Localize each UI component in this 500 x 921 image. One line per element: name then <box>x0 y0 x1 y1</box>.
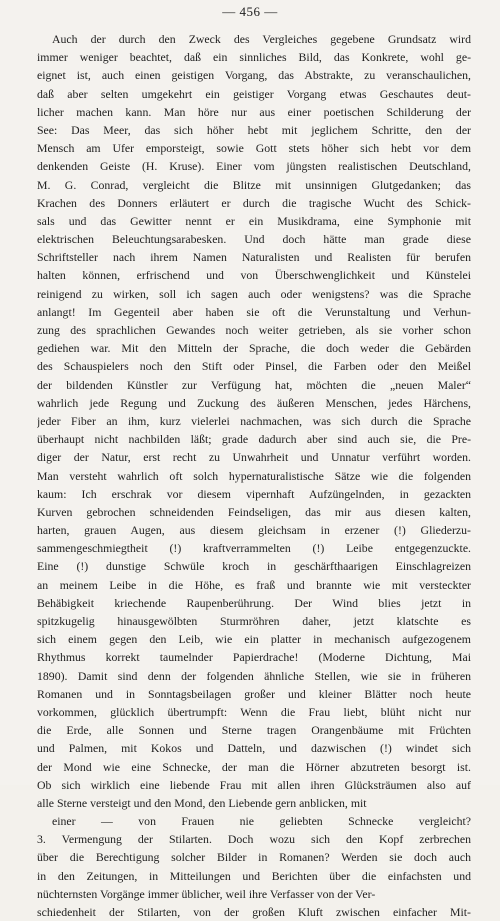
text-line: reinigend zu wirken, soll ich sagen auch oder wenigstens? was die Sprache <box>37 286 471 301</box>
text-line: wahrlich jede Regung und Zuckung des äußeren Menschen, jedes Härchens, <box>37 395 471 410</box>
text-line: nüchternsten Vorgänge immer üblicher, weil ihre Verfasser von der Ver- <box>37 886 376 901</box>
text-line: des Schauspielers noch den Stift oder Pinsel, die Farben oder den Meißel <box>37 359 471 374</box>
text-line: spitzkugelig hinausgewölbten Sturmröhren daher, jetzt klatschte es <box>37 614 471 628</box>
text-line: M. G. Conrad, vergleicht die Blitze mit unsinnigen Glutgedanken; das <box>37 177 471 192</box>
text-line: Man versteht wahrlich oft solch hypernaturalistische Sätze wie die folgenden <box>37 468 471 483</box>
text-line: einer — von Frauen nie geliebten Schnecke vergleicht? <box>52 814 471 829</box>
text-line: immer weniger beachtet, daß ein sinnliches Bild, das Konkrete, wohl ge- <box>37 50 471 65</box>
text-line: und Palmen, mit Kokos und Datteln, und dazwischen (!) windet sich <box>37 741 471 756</box>
page-number-header: — 456 — <box>222 4 278 19</box>
text-line: Kurven gebrochen schneidenden Feindseligen, das mir aus diesen kalten, <box>37 504 471 519</box>
text-line: See: Das Meer, das sich höher hebt mit jeglichem Schritte, den der <box>37 122 471 137</box>
text-line: 1890). Damit sind denn der folgenden ähnliche Stellen, wie sie in früheren <box>37 668 471 683</box>
text-line: Ob sich wirklich eine liebende Frau mit allen ihren Glücksträumen also auf <box>37 777 471 792</box>
text-line: der Mond wie eine Schnecke, der man die Hörner abzutreten besorgt ist. <box>37 759 471 774</box>
text-line: Romanen und in Sonntagsbeilagen großer und kleiner Blätter noch heute <box>37 686 471 701</box>
text-line: kaum: Ich erschrak vor diesem vipernhaft Aufzüngelnden, in gezackten <box>37 486 471 501</box>
text-line: sich einem gegen den Leib, wie ein platter in mechanisch aufgezogenem <box>37 632 471 647</box>
text-line: jeder Fiber an ihm, kurz vielerlei nachmachen, was sich durch die Sprache <box>37 413 471 428</box>
text-line: schiedenheit der Stilarten, von der großen Kluft zwischen einfacher Mit- <box>37 905 471 919</box>
text-line: halten können, erfrischend und von Überschwenglichkeit und Künstelei <box>37 268 471 283</box>
text-line: Schriftsteller nach ihrem Namen Naturalisten und Realisten für berufen <box>37 250 471 265</box>
text-line: alle Sterne versteigt und den Mond, den Liebende gern anblicken, mit <box>37 795 367 810</box>
text-line: überhaupt nicht nachbilden läßt; grade dadurch aber sind auch sie, die Pre- <box>37 432 471 447</box>
body-text <box>37 30 471 921</box>
text-line: 3. Vermengung der Stilarten. Doch wozu sich den Kopf zerbrechen <box>37 832 471 847</box>
text-line: die Erde, alle Sonnen und Sterne tragen Orangenbäume mit Früchten <box>37 723 471 738</box>
text-line: über die Berechtigung solcher Bilder in Romanen? Werden sie doch auch <box>37 850 471 865</box>
text-line: anlangt! Im Gegenteil aber haben sie oft die Verunstaltung und Verhun- <box>37 304 471 319</box>
text-line: licher machen kann. Man höre nur aus einer poetischen Schilderung der <box>37 104 471 119</box>
text-line: der bildenden Künstler zur Verfügung hat, möchten die „neuen Maler“ <box>37 377 471 392</box>
text-line: eignet ist, auch einen geistigen Vorgang, das Abstrakte, zu veranschaulichen, <box>37 68 471 83</box>
text-line: gediehen war. Mit den Mitteln der Sprache, die doch weder die Gebärden <box>37 341 471 356</box>
text-line: Auch der durch den Zweck des Vergleiches gegebene Grundsatz wird <box>52 32 471 46</box>
text-line: Krachen des Donners erläutert er durch die tragische Wucht des Schick- <box>37 195 471 210</box>
text-line: harten, grauen Augen, aus diesem gleichsam in erzener (!) Gliederzu- <box>37 523 471 538</box>
text-line: Eine (!) dunstige Schwüle kroch in geschärfthaarigen Einschlagreizen <box>37 559 471 574</box>
text-line: Mensch am Ufer emporsteigt, sowie Gott stets höher sich hebt vor dem <box>37 141 471 156</box>
text-line: vorkommen, glücklich übertrumpft: Wenn die Frau liebt, blüht nicht nur <box>37 704 471 719</box>
text-line: zung des sprachlichen Gewandes noch weiter getrieben, als sie vorher schon <box>37 323 471 337</box>
text-line: in den Zeitungen, in Mitteilungen und Berichten über die einfachsten und <box>37 868 471 883</box>
text-line: denkenden Geiste (H. Kruse). Einer vom jüngsten realistischen Deutschland, <box>37 159 471 174</box>
text-line: an meinem Leibe in die Höhe, es fraß und brannte wie mit versteckter <box>37 577 471 592</box>
text-line: sals und das Gewitter nennt er ein Musikdrama, eine Symphonie mit <box>37 213 471 228</box>
text-line: sammengeschmiegtheit (!) kraftverrammelten (!) Leibe entgegenzuckte. <box>37 541 471 556</box>
text-line: Rhythmus korrekt taumelnder Papierdrache! (Moderne Dichtung, Mai <box>37 650 471 665</box>
text-line: Behäbigkeit kriechende Raupenberührung. Der Wind blies jetzt in <box>37 595 471 610</box>
text-line: diger der Natur, erst recht zu Unwahrheit und Unnatur verführt worden. <box>37 450 471 465</box>
text-line: elektrischen Beleuchtungsarabesken. Und doch hätte man grade diese <box>37 232 471 247</box>
text-line: daß aber selten umgekehrt ein geistiger Vorgang etwas Geschautes deut- <box>37 86 471 101</box>
